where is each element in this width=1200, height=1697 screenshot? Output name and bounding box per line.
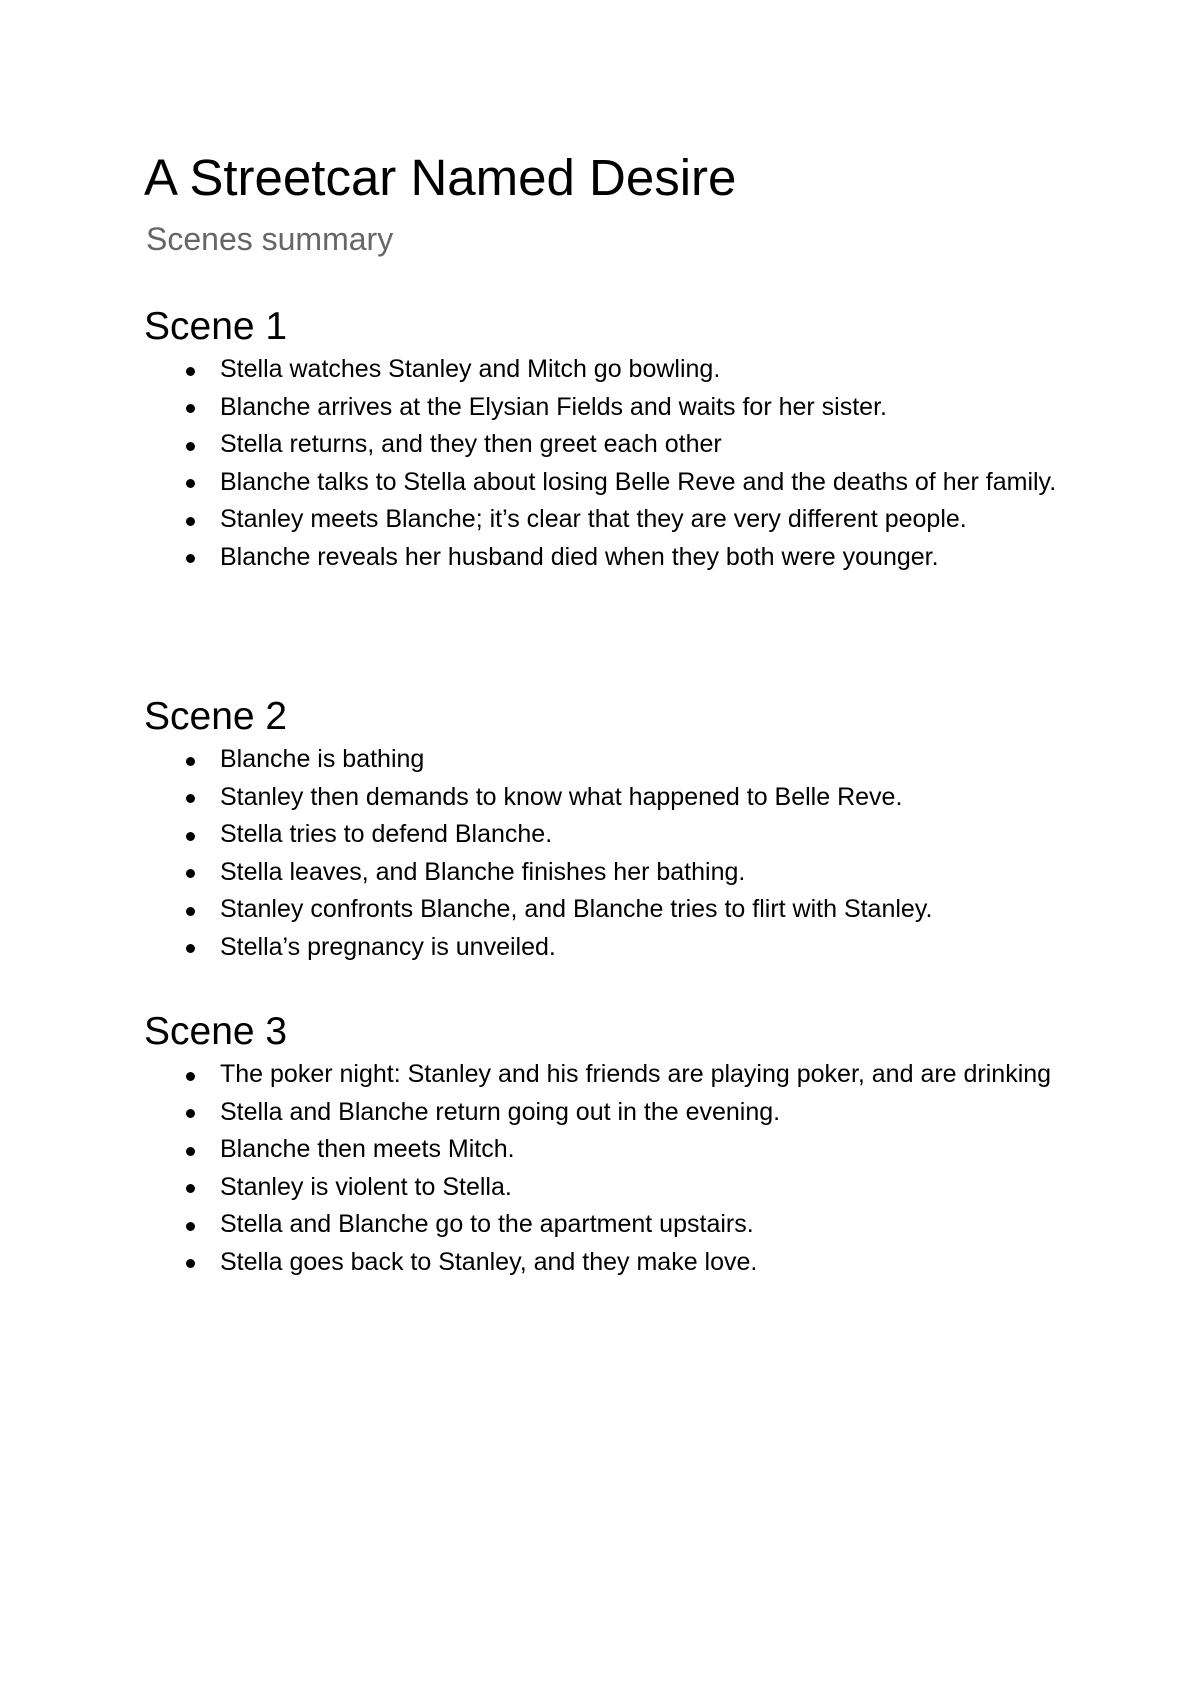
scene-3-heading: Scene 3 — [144, 1010, 288, 1053]
list-item — [144, 389, 1084, 427]
bullet-icon — [186, 554, 195, 563]
bullet-icon — [186, 479, 195, 488]
list-item-text: Stella and Blanche return going out in the evening. — [220, 1097, 781, 1126]
scene-1-heading: Scene 1 — [144, 305, 288, 348]
bullet-icon — [186, 517, 195, 526]
list-item-text: Blanche reveals her husband died when they both were younger. — [220, 542, 939, 571]
bullet-icon — [186, 1222, 195, 1231]
bullet-icon — [186, 869, 195, 878]
list-item-text: Stanley meets Blanche; it’s clear that they are very different people. — [220, 505, 967, 533]
bullet-icon — [186, 944, 195, 953]
scene-2-list — [144, 741, 1084, 966]
list-item — [144, 539, 1084, 577]
list-item — [144, 891, 1084, 929]
list-item-text: Stella and Blanche go to the apartment upstairs. — [220, 1210, 754, 1238]
scene-3-section — [144, 1008, 1084, 1281]
list-item — [144, 1169, 1084, 1207]
list-item-text: Stella returns, and they then greet each other — [220, 430, 722, 458]
bullet-icon — [186, 794, 195, 803]
list-item — [144, 351, 1084, 389]
bullet-icon — [186, 1072, 195, 1081]
list-item-text: Stella’s pregnancy is unveiled. — [220, 932, 556, 961]
bullet-icon — [186, 832, 195, 841]
bullet-icon — [186, 442, 195, 451]
bullet-icon — [186, 404, 195, 413]
document-subtitle: Scenes summary — [146, 221, 394, 257]
list-item-text: Blanche talks to Stella about losing Belle Reve and the deaths of her family. — [220, 467, 1057, 496]
list-item-text: Stella tries to defend Blanche. — [220, 820, 553, 848]
bullet-icon — [186, 1259, 195, 1268]
list-item — [144, 854, 1084, 892]
list-item — [144, 929, 1084, 967]
scene-3-list — [144, 1056, 1084, 1281]
scene-2-heading: Scene 2 — [144, 695, 288, 738]
bullet-icon — [186, 1147, 195, 1156]
scene-1-section — [144, 303, 1084, 576]
list-item-text: Blanche arrives at the Elysian Fields and waits for her sister. — [220, 392, 887, 421]
list-item-text: Stella leaves, and Blanche finishes her bathing. — [220, 857, 746, 886]
bullet-icon — [186, 757, 195, 766]
list-item — [144, 501, 1084, 539]
list-item — [144, 1131, 1084, 1169]
list-item-text: Stella watches Stanley and Mitch go bowling. — [220, 355, 721, 383]
list-item — [144, 1206, 1084, 1244]
list-item-text: The poker night: Stanley and his friends are playing poker, and are drinking — [220, 1060, 1052, 1088]
list-item — [144, 779, 1084, 817]
bullet-icon — [186, 1184, 195, 1193]
scene-1-list — [144, 351, 1084, 576]
list-item — [144, 816, 1084, 854]
list-item — [144, 1244, 1084, 1282]
list-item — [144, 741, 1084, 779]
list-item-text: Blanche is bathing — [220, 745, 425, 773]
bullet-icon — [186, 367, 195, 376]
bullet-icon — [186, 907, 195, 916]
list-item-text: Stella goes back to Stanley, and they make love. — [220, 1247, 758, 1276]
list-item — [144, 426, 1084, 464]
list-item-text: Blanche then meets Mitch. — [220, 1135, 515, 1163]
list-item-text: Stanley confronts Blanche, and Blanche tries to flirt with Stanley. — [220, 895, 933, 923]
scene-2-section — [144, 693, 1084, 966]
list-item-text: Stanley then demands to know what happened to Belle Reve. — [220, 782, 903, 811]
list-item — [144, 1056, 1084, 1094]
document-title: A Streetcar Named Desire — [144, 149, 737, 206]
list-item-text: Stanley is violent to Stella. — [220, 1172, 512, 1201]
list-item — [144, 1094, 1084, 1132]
list-item — [144, 464, 1084, 502]
bullet-icon — [186, 1109, 195, 1118]
